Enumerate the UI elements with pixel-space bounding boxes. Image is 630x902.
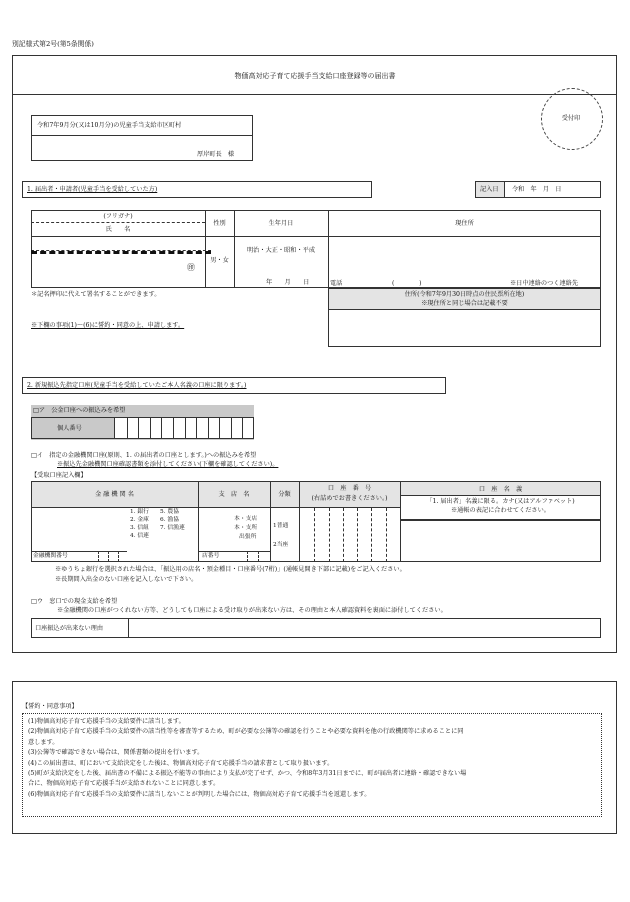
pledge-item: (5)町が支給決定をした後、届出書の不備による振込不能等の事由により支払が完了せず、かつ、令和8年3月31日までに、町が届出者に連絡・確認できない場: [28, 770, 467, 778]
digit-cell-divider: [219, 417, 220, 439]
section2-heading: 2. 新規振込先指定口座(児童手当を受給していたご本人名義の口座に限ります。): [27, 382, 247, 389]
pledge-item: 意します。: [28, 738, 59, 746]
col-branch: 支 店 名: [218, 491, 250, 498]
digit-cell-divider: [108, 551, 109, 562]
holder-note1: 「1. 届出者」名義に限る。カナ(又はアルファベット): [426, 498, 575, 505]
phone-label: 電話: [330, 280, 343, 287]
addressee-line1: 令和7年9月分(又は10月分)の児童手当支給市区町村: [37, 122, 182, 129]
col-account-no: 口 座 番 号: [327, 485, 372, 492]
receipt-stamp-label: 受付印: [561, 115, 581, 122]
digit-cell-divider: [161, 417, 162, 439]
reason-label: 口座振込が出来ない理由: [35, 625, 104, 632]
residence-note1: 住所(令和7年9月30日時点の住民票所在地): [404, 291, 525, 298]
branch-code-digits[interactable]: [235, 551, 270, 562]
bank-code-label: 金融機関番号: [33, 553, 68, 559]
digit-cell-divider: [343, 508, 344, 562]
digit-cell-divider: [98, 551, 99, 562]
bank-type-2[interactable]: 2. 金庫: [130, 517, 149, 523]
bank-type-1[interactable]: 1. 銀行: [130, 509, 149, 515]
daytime-contact-note: ※日中連絡のつく連絡先: [510, 280, 579, 287]
option-u[interactable]: □ウ 窓口での現金支給を希望: [31, 598, 118, 605]
birthdate-label: 生年月日: [268, 220, 294, 227]
addressee-line2: 厚岸町長 様: [197, 151, 235, 158]
option-a[interactable]: □ア 公金口座への振込みを希望: [33, 407, 126, 414]
digit-cell-divider: [138, 417, 139, 439]
col-holder: 口 座 名 義: [478, 486, 523, 493]
pledge-note: ※下欄の事項(1)～(6)に誓約・同意の上、申請します。: [31, 322, 185, 329]
gender-value[interactable]: 男・女: [210, 257, 229, 264]
bank-type-3[interactable]: 3. 信組: [130, 525, 149, 531]
col-bank: 金 融 機 関 名: [95, 491, 134, 498]
section1-heading: 1. 届出者・申請者(児童手当を受給していた方): [27, 186, 158, 193]
branch-type-1[interactable]: 本・支店: [234, 516, 258, 522]
residence-note2: ※現住所と同じ場合は記載不要: [421, 300, 508, 307]
longterm-note: ※長期間入出金のない口座を記入しないで下さい。: [55, 576, 198, 583]
pledge-item: 合に、物価高対応子育て応援手当が支給されないことに同意します。: [28, 780, 220, 788]
holder-note2: ※通帳の表記に合わせてください。: [451, 507, 550, 514]
digit-cell-divider: [242, 417, 243, 439]
reason-box[interactable]: [31, 618, 601, 638]
pledge-item: (4)この届出書は、町において支給決定をした後は、物価高対応子育て応援手当の請求書として取り扱います。: [28, 759, 334, 767]
address-label: 現住所: [455, 220, 474, 227]
furigana-label: (フリガナ): [103, 213, 133, 220]
digit-cell-divider: [258, 551, 259, 562]
pledge-item: (1)物価高対応子育て応援手当の支給要件に該当します。: [28, 718, 185, 725]
digit-cell-divider: [127, 417, 128, 439]
digit-cell-divider: [208, 417, 209, 439]
account-number-digits[interactable]: [300, 508, 400, 562]
digit-cell-divider: [329, 508, 330, 562]
col-type: 分類: [278, 491, 291, 498]
option-i[interactable]: □イ 指定の金融機関口座(原則、1. の届出者の口座とします。)への振込みを希望: [31, 452, 257, 459]
seal-mark: ㊞: [187, 263, 195, 272]
digit-cell-divider: [185, 417, 186, 439]
digit-cell-divider: [386, 508, 387, 562]
digit-cell-divider: [371, 508, 372, 562]
my-number-digits[interactable]: [115, 417, 254, 439]
phone-parens[interactable]: ( ): [392, 280, 422, 287]
digit-cell-divider: [247, 551, 248, 562]
bank-code-digits[interactable]: [88, 551, 128, 562]
digit-cell-divider: [150, 417, 151, 439]
yucho-note: ※ゆうちょ銀行を選択された場合は、「振込用の店名・預金種目・口座番号(7桁)」(通帳見開き下部に記載)をご記入ください。: [55, 566, 406, 573]
entry-date-label: 記入日: [480, 186, 499, 193]
account-heading: 【受取口座記入欄】: [31, 472, 87, 479]
name-label: 氏 名: [105, 226, 131, 233]
my-number-label: 個人番号: [57, 425, 82, 432]
option-i-note: ※振込先金融機関口座確認書類を添付してください(下欄を確認してください)。: [57, 461, 279, 468]
signature-note: ＊記名押印に代えて署名することができます。: [31, 291, 161, 298]
birth-ymd[interactable]: 年 月 日: [266, 279, 310, 286]
digit-cell-divider: [173, 417, 174, 439]
pledge-items: [28, 717, 466, 800]
col-account-no-note: (右詰めでお書きください。): [311, 495, 388, 502]
form-title: 物価高対応子育て応援手当支給口座登録等の届出書: [234, 72, 396, 80]
account-type-1[interactable]: 1普通: [273, 523, 289, 529]
pledge-item: (6)物価高対応子育て応援手当の支給要件に該当しないことが判明した場合には、物価高対応子育て応援手当を返還します。: [28, 790, 371, 798]
branch-type-2[interactable]: 本・支所: [234, 525, 258, 531]
digit-cell-divider: [231, 417, 232, 439]
option-u-note: ※金融機関の口座がつくれない方等、どうしても口座による受け取りが出来ない方は、その理由と本人確認資料を裏面に添付してください。: [57, 607, 447, 614]
era-options[interactable]: 明治・大正・昭和・平成: [246, 247, 316, 254]
bank-type-5[interactable]: 5. 農協: [160, 509, 179, 515]
account-type-2[interactable]: 2当座: [273, 542, 289, 548]
pledge-item: (2)物価高対応子育て応援手当の支給要件の該当性等を審査等するため、町が必要な公簿等の確認を行うことや必要な資料を他の行政機関等に求めることに同: [28, 728, 464, 736]
digit-cell-divider: [357, 508, 358, 562]
gender-label: 性別: [213, 220, 226, 227]
pledge-heading: 【誓約・同意事項】: [22, 703, 78, 710]
digit-cell-divider: [118, 551, 119, 562]
digit-cell-divider: [314, 508, 315, 562]
bank-type-7[interactable]: 7. 信漁連: [160, 525, 185, 531]
bank-type-6[interactable]: 6. 漁協: [160, 517, 179, 523]
digit-cell-divider: [196, 417, 197, 439]
pledge-item: (3)公簿等で確認できない場合は、関係書類の提出を行います。: [28, 749, 204, 757]
bank-type-4[interactable]: 4. 信連: [130, 533, 149, 539]
form-number: 別記様式第2号(第5条関係): [12, 40, 94, 48]
entry-date-value[interactable]: 令和 年 月 日: [512, 186, 562, 193]
branch-code-label: 店番号: [202, 553, 220, 559]
branch-type-3[interactable]: 出張所: [239, 534, 257, 540]
